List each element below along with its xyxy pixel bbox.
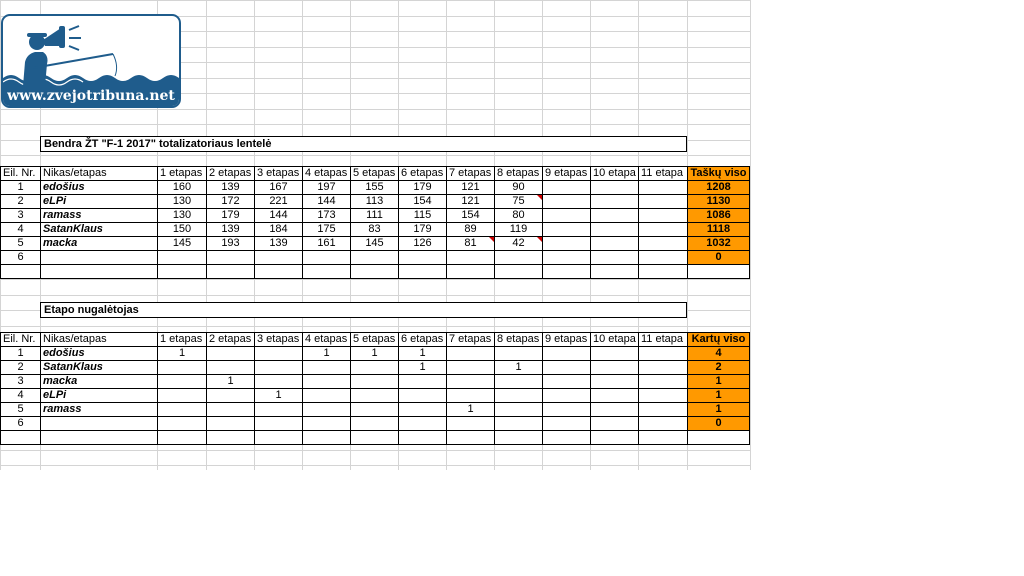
total-cell[interactable]: 1 bbox=[688, 389, 750, 403]
stage-value-cell[interactable] bbox=[495, 389, 543, 403]
gridline-horizontal bbox=[0, 0, 750, 1]
stage-value-cell[interactable] bbox=[158, 389, 207, 403]
empty-cell[interactable] bbox=[399, 431, 447, 445]
row-number-cell[interactable]: 4 bbox=[1, 389, 41, 403]
empty-cell[interactable] bbox=[158, 431, 207, 445]
header-cell[interactable]: 7 etapas bbox=[447, 333, 495, 347]
nickname-cell[interactable]: ramass bbox=[41, 209, 158, 223]
total-cell[interactable]: 1130 bbox=[688, 195, 750, 209]
stage-value-cell[interactable]: 184 bbox=[255, 223, 303, 237]
empty-cell[interactable] bbox=[255, 265, 303, 279]
points-table bbox=[0, 166, 750, 279]
stage-value-cell[interactable] bbox=[351, 389, 399, 403]
empty-cell[interactable] bbox=[207, 431, 255, 445]
logo-url-text: www.zvejotribuna.net bbox=[7, 88, 175, 104]
stage-value-cell[interactable] bbox=[591, 389, 639, 403]
header-cell[interactable]: 10 etapa bbox=[591, 167, 639, 181]
stage-value-cell[interactable] bbox=[447, 347, 495, 361]
header-cell[interactable]: 2 etapas bbox=[207, 167, 255, 181]
empty-cell[interactable] bbox=[543, 265, 591, 279]
stage-value-cell[interactable]: 119 bbox=[495, 223, 543, 237]
empty-cell[interactable] bbox=[495, 431, 543, 445]
stage-value-cell[interactable] bbox=[447, 417, 495, 431]
stage-value-cell[interactable]: 154 bbox=[399, 195, 447, 209]
empty-cell[interactable] bbox=[639, 431, 688, 445]
stage-value-cell[interactable] bbox=[639, 361, 688, 375]
header-cell[interactable]: 4 etapas bbox=[303, 333, 351, 347]
stage-value-cell[interactable] bbox=[447, 251, 495, 265]
header-cell[interactable]: 5 etapas bbox=[351, 333, 399, 347]
table1-title: Bendra ŽT "F-1 2017" totalizatoriaus lentelė bbox=[40, 136, 687, 152]
stage-value-cell[interactable]: 172 bbox=[207, 195, 255, 209]
total-cell[interactable]: 2 bbox=[688, 361, 750, 375]
stage-value-cell[interactable]: 1 bbox=[351, 347, 399, 361]
table-row bbox=[1, 375, 750, 389]
stage-value-cell[interactable] bbox=[495, 375, 543, 389]
stage-value-cell[interactable] bbox=[639, 417, 688, 431]
stage-value-cell[interactable] bbox=[639, 251, 688, 265]
nickname-cell[interactable]: eLPi bbox=[41, 389, 158, 403]
stage-value-cell[interactable] bbox=[399, 403, 447, 417]
stage-value-cell[interactable] bbox=[158, 417, 207, 431]
blank-row bbox=[1, 431, 750, 445]
stage-value-cell[interactable] bbox=[158, 403, 207, 417]
stage-value-cell[interactable] bbox=[158, 375, 207, 389]
stage-value-cell[interactable] bbox=[447, 389, 495, 403]
header-cell[interactable]: Nikas/etapas bbox=[41, 167, 158, 181]
table-row bbox=[1, 195, 750, 209]
total-cell[interactable]: 1 bbox=[688, 403, 750, 417]
stage-value-cell[interactable] bbox=[447, 375, 495, 389]
table-row bbox=[1, 209, 750, 223]
header-cell[interactable]: Eil. Nr. bbox=[1, 333, 41, 347]
stage-value-cell[interactable]: 1 bbox=[447, 403, 495, 417]
stage-value-cell[interactable] bbox=[543, 251, 591, 265]
stage-value-cell[interactable]: 1 bbox=[495, 361, 543, 375]
total-cell[interactable]: 1208 bbox=[688, 181, 750, 195]
empty-cell[interactable] bbox=[351, 265, 399, 279]
empty-cell[interactable] bbox=[688, 431, 750, 445]
empty-cell[interactable] bbox=[399, 265, 447, 279]
stage-value-cell[interactable] bbox=[207, 347, 255, 361]
empty-cell[interactable] bbox=[41, 265, 158, 279]
empty-cell[interactable] bbox=[303, 431, 351, 445]
stage-value-cell[interactable] bbox=[543, 389, 591, 403]
nickname-cell[interactable] bbox=[41, 417, 158, 431]
stage-value-cell[interactable] bbox=[399, 375, 447, 389]
total-cell[interactable]: 0 bbox=[688, 417, 750, 431]
stage-value-cell[interactable] bbox=[255, 251, 303, 265]
gridline-horizontal bbox=[0, 295, 750, 296]
nickname-cell[interactable]: SatanKlaus bbox=[41, 223, 158, 237]
header-cell[interactable]: 11 etapa bbox=[639, 333, 688, 347]
stage-value-cell[interactable]: 175 bbox=[303, 223, 351, 237]
nickname-cell[interactable]: edošius bbox=[41, 347, 158, 361]
stage-value-cell[interactable]: 1 bbox=[399, 347, 447, 361]
row-number-cell[interactable]: 6 bbox=[1, 417, 41, 431]
total-cell[interactable]: 0 bbox=[688, 251, 750, 265]
header-cell[interactable]: 1 etapas bbox=[158, 333, 207, 347]
header-total[interactable]: Taškų viso bbox=[688, 167, 750, 181]
stage-value-cell[interactable] bbox=[639, 195, 688, 209]
stage-value-cell[interactable] bbox=[207, 389, 255, 403]
stage-value-cell[interactable]: 89 bbox=[447, 223, 495, 237]
nickname-cell[interactable]: macka bbox=[41, 237, 158, 251]
stage-value-cell[interactable] bbox=[639, 389, 688, 403]
stage-value-cell[interactable]: 160 bbox=[158, 181, 207, 195]
row-number-cell[interactable]: 1 bbox=[1, 181, 41, 195]
gridline-horizontal bbox=[0, 155, 750, 156]
stage-value-cell[interactable]: 167 bbox=[255, 181, 303, 195]
nickname-cell[interactable]: ramass bbox=[41, 403, 158, 417]
row-number-cell[interactable]: 5 bbox=[1, 237, 41, 251]
stage-value-cell[interactable]: 42 bbox=[495, 237, 543, 251]
table-row bbox=[1, 389, 750, 403]
stage-value-cell[interactable] bbox=[543, 417, 591, 431]
stage-value-cell[interactable] bbox=[495, 251, 543, 265]
stage-value-cell[interactable] bbox=[351, 417, 399, 431]
stage-value-cell[interactable] bbox=[447, 361, 495, 375]
total-cell[interactable]: 1 bbox=[688, 375, 750, 389]
stage-value-cell[interactable]: 139 bbox=[207, 223, 255, 237]
stage-value-cell[interactable] bbox=[351, 361, 399, 375]
stage-value-cell[interactable] bbox=[207, 361, 255, 375]
empty-cell[interactable] bbox=[591, 431, 639, 445]
table-row bbox=[1, 347, 750, 361]
stage-value-cell[interactable]: 197 bbox=[303, 181, 351, 195]
stage-value-cell[interactable] bbox=[543, 237, 591, 251]
table-row bbox=[1, 251, 750, 265]
empty-cell[interactable] bbox=[303, 265, 351, 279]
stage-value-cell[interactable] bbox=[303, 251, 351, 265]
header-cell[interactable]: 10 etapa bbox=[591, 333, 639, 347]
empty-cell[interactable] bbox=[41, 431, 158, 445]
stage-value-cell[interactable]: 154 bbox=[447, 209, 495, 223]
stage-winners-table bbox=[0, 332, 750, 445]
table-row bbox=[1, 403, 750, 417]
stage-value-cell[interactable] bbox=[255, 361, 303, 375]
stage-value-cell[interactable] bbox=[591, 237, 639, 251]
stage-value-cell[interactable]: 1 bbox=[158, 347, 207, 361]
stage-value-cell[interactable]: 139 bbox=[255, 237, 303, 251]
empty-cell[interactable] bbox=[207, 265, 255, 279]
stage-value-cell[interactable]: 111 bbox=[351, 209, 399, 223]
stage-value-cell[interactable] bbox=[303, 403, 351, 417]
empty-cell[interactable] bbox=[255, 431, 303, 445]
stage-value-cell[interactable] bbox=[399, 251, 447, 265]
empty-cell[interactable] bbox=[447, 265, 495, 279]
stage-value-cell[interactable] bbox=[543, 403, 591, 417]
stage-value-cell[interactable] bbox=[591, 375, 639, 389]
stage-value-cell[interactable]: 1 bbox=[255, 389, 303, 403]
total-cell[interactable]: 1086 bbox=[688, 209, 750, 223]
stage-value-cell[interactable]: 130 bbox=[158, 209, 207, 223]
stage-value-cell[interactable] bbox=[639, 209, 688, 223]
stage-value-cell[interactable] bbox=[207, 251, 255, 265]
header-cell[interactable]: 8 etapas bbox=[495, 167, 543, 181]
stage-value-cell[interactable] bbox=[207, 403, 255, 417]
stage-value-cell[interactable] bbox=[639, 347, 688, 361]
table2-title: Etapo nugalėtojas bbox=[40, 302, 687, 318]
stage-value-cell[interactable]: 221 bbox=[255, 195, 303, 209]
stage-value-cell[interactable]: 90 bbox=[495, 181, 543, 195]
nickname-cell[interactable]: edošius bbox=[41, 181, 158, 195]
header-cell[interactable]: 1 etapas bbox=[158, 167, 207, 181]
header-cell[interactable]: 2 etapas bbox=[207, 333, 255, 347]
empty-cell[interactable] bbox=[1, 265, 41, 279]
stage-value-cell[interactable]: 144 bbox=[255, 209, 303, 223]
stage-value-cell[interactable]: 121 bbox=[447, 195, 495, 209]
gridline-horizontal bbox=[0, 465, 750, 466]
stage-value-cell[interactable] bbox=[591, 181, 639, 195]
stage-value-cell[interactable] bbox=[495, 417, 543, 431]
nickname-cell[interactable]: SatanKlaus bbox=[41, 361, 158, 375]
table-row bbox=[1, 237, 750, 251]
total-cell[interactable]: 1032 bbox=[688, 237, 750, 251]
stage-value-cell[interactable] bbox=[543, 361, 591, 375]
stage-value-cell[interactable]: 126 bbox=[399, 237, 447, 251]
stage-value-cell[interactable] bbox=[591, 361, 639, 375]
total-cell[interactable]: 4 bbox=[688, 347, 750, 361]
stage-value-cell[interactable]: 193 bbox=[207, 237, 255, 251]
empty-cell[interactable] bbox=[351, 431, 399, 445]
stage-value-cell[interactable] bbox=[255, 347, 303, 361]
gridline-horizontal bbox=[0, 450, 750, 451]
row-number-cell[interactable]: 3 bbox=[1, 209, 41, 223]
row-number-cell[interactable]: 2 bbox=[1, 195, 41, 209]
stage-value-cell[interactable] bbox=[351, 375, 399, 389]
stage-value-cell[interactable]: 80 bbox=[495, 209, 543, 223]
nickname-cell[interactable]: eLPi bbox=[41, 195, 158, 209]
stage-value-cell[interactable] bbox=[351, 251, 399, 265]
zvejotribuna-logo bbox=[1, 14, 181, 108]
header-cell[interactable]: 9 etapas bbox=[543, 333, 591, 347]
stage-value-cell[interactable] bbox=[543, 209, 591, 223]
stage-value-cell[interactable] bbox=[639, 403, 688, 417]
blank-row bbox=[1, 265, 750, 279]
stage-value-cell[interactable]: 139 bbox=[207, 181, 255, 195]
stage-value-cell[interactable]: 115 bbox=[399, 209, 447, 223]
stage-value-cell[interactable] bbox=[543, 181, 591, 195]
empty-cell[interactable] bbox=[1, 431, 41, 445]
stage-value-cell[interactable]: 145 bbox=[351, 237, 399, 251]
gridline-horizontal bbox=[0, 279, 750, 280]
stage-value-cell[interactable]: 83 bbox=[351, 223, 399, 237]
header-cell[interactable]: 6 etapas bbox=[399, 167, 447, 181]
gridline-vertical bbox=[750, 0, 751, 470]
stage-value-cell[interactable]: 145 bbox=[158, 237, 207, 251]
header-cell[interactable]: 8 etapas bbox=[495, 333, 543, 347]
stage-value-cell[interactable] bbox=[207, 417, 255, 431]
table-row bbox=[1, 181, 750, 195]
row-number-cell[interactable]: 4 bbox=[1, 223, 41, 237]
table-row bbox=[1, 223, 750, 237]
stage-value-cell[interactable]: 179 bbox=[399, 223, 447, 237]
header-cell[interactable]: 5 etapas bbox=[351, 167, 399, 181]
stage-value-cell[interactable]: 75 bbox=[495, 195, 543, 209]
stage-value-cell[interactable] bbox=[303, 361, 351, 375]
stage-value-cell[interactable]: 179 bbox=[399, 181, 447, 195]
empty-cell[interactable] bbox=[495, 265, 543, 279]
empty-cell[interactable] bbox=[158, 265, 207, 279]
stage-value-cell[interactable]: 173 bbox=[303, 209, 351, 223]
header-cell[interactable]: 3 etapas bbox=[255, 333, 303, 347]
empty-cell[interactable] bbox=[543, 431, 591, 445]
row-number-cell[interactable]: 3 bbox=[1, 375, 41, 389]
stage-value-cell[interactable] bbox=[399, 389, 447, 403]
gridline-horizontal bbox=[0, 109, 750, 110]
stage-value-cell[interactable] bbox=[255, 403, 303, 417]
header-cell[interactable]: 7 etapas bbox=[447, 167, 495, 181]
row-number-cell[interactable]: 2 bbox=[1, 361, 41, 375]
header-total[interactable]: Kartų viso bbox=[688, 333, 750, 347]
stage-value-cell[interactable]: 150 bbox=[158, 223, 207, 237]
row-number-cell[interactable]: 6 bbox=[1, 251, 41, 265]
empty-cell[interactable] bbox=[688, 265, 750, 279]
table-row bbox=[1, 361, 750, 375]
stage-value-cell[interactable] bbox=[495, 347, 543, 361]
header-cell[interactable]: Eil. Nr. bbox=[1, 167, 41, 181]
header-cell[interactable]: Nikas/etapas bbox=[41, 333, 158, 347]
stage-value-cell[interactable]: 1 bbox=[207, 375, 255, 389]
empty-cell[interactable] bbox=[591, 265, 639, 279]
stage-value-cell[interactable] bbox=[543, 195, 591, 209]
table-row bbox=[1, 417, 750, 431]
stage-value-cell[interactable]: 1 bbox=[303, 347, 351, 361]
stage-value-cell[interactable] bbox=[255, 375, 303, 389]
stage-value-cell[interactable]: 179 bbox=[207, 209, 255, 223]
stage-value-cell[interactable] bbox=[591, 417, 639, 431]
stage-value-cell[interactable] bbox=[399, 417, 447, 431]
stage-value-cell[interactable]: 1 bbox=[399, 361, 447, 375]
total-cell[interactable]: 1118 bbox=[688, 223, 750, 237]
stage-value-cell[interactable] bbox=[255, 417, 303, 431]
stage-value-cell[interactable] bbox=[351, 403, 399, 417]
stage-value-cell[interactable] bbox=[591, 347, 639, 361]
stage-value-cell[interactable] bbox=[303, 375, 351, 389]
nickname-cell[interactable] bbox=[41, 251, 158, 265]
stage-value-cell[interactable] bbox=[639, 223, 688, 237]
stage-value-cell[interactable] bbox=[543, 223, 591, 237]
stage-value-cell[interactable] bbox=[639, 237, 688, 251]
stage-value-cell[interactable]: 130 bbox=[158, 195, 207, 209]
stage-value-cell[interactable]: 155 bbox=[351, 181, 399, 195]
stage-value-cell[interactable] bbox=[591, 403, 639, 417]
stage-value-cell[interactable] bbox=[591, 223, 639, 237]
header-cell[interactable]: 6 etapas bbox=[399, 333, 447, 347]
gridline-horizontal bbox=[0, 124, 750, 125]
nickname-cell[interactable]: macka bbox=[41, 375, 158, 389]
stage-value-cell[interactable] bbox=[639, 375, 688, 389]
empty-cell[interactable] bbox=[447, 431, 495, 445]
stage-value-cell[interactable]: 81 bbox=[447, 237, 495, 251]
header-cell[interactable]: 3 etapas bbox=[255, 167, 303, 181]
stage-value-cell[interactable] bbox=[591, 209, 639, 223]
stage-value-cell[interactable] bbox=[639, 181, 688, 195]
stage-value-cell[interactable] bbox=[543, 375, 591, 389]
row-number-cell[interactable]: 1 bbox=[1, 347, 41, 361]
stage-value-cell[interactable] bbox=[303, 389, 351, 403]
gridline-horizontal bbox=[0, 326, 750, 327]
stage-value-cell[interactable] bbox=[591, 251, 639, 265]
stage-value-cell[interactable]: 113 bbox=[351, 195, 399, 209]
header-cell[interactable]: 11 etapa bbox=[639, 167, 688, 181]
header-cell[interactable]: 9 etapas bbox=[543, 167, 591, 181]
stage-value-cell[interactable]: 121 bbox=[447, 181, 495, 195]
stage-value-cell[interactable] bbox=[591, 195, 639, 209]
stage-value-cell[interactable]: 161 bbox=[303, 237, 351, 251]
stage-value-cell[interactable] bbox=[158, 251, 207, 265]
stage-value-cell[interactable]: 144 bbox=[303, 195, 351, 209]
stage-value-cell[interactable] bbox=[543, 347, 591, 361]
header-row bbox=[1, 333, 750, 347]
row-number-cell[interactable]: 5 bbox=[1, 403, 41, 417]
header-cell[interactable]: 4 etapas bbox=[303, 167, 351, 181]
stage-value-cell[interactable] bbox=[303, 417, 351, 431]
stage-value-cell[interactable] bbox=[158, 361, 207, 375]
empty-cell[interactable] bbox=[639, 265, 688, 279]
header-row bbox=[1, 167, 750, 181]
stage-value-cell[interactable] bbox=[495, 403, 543, 417]
